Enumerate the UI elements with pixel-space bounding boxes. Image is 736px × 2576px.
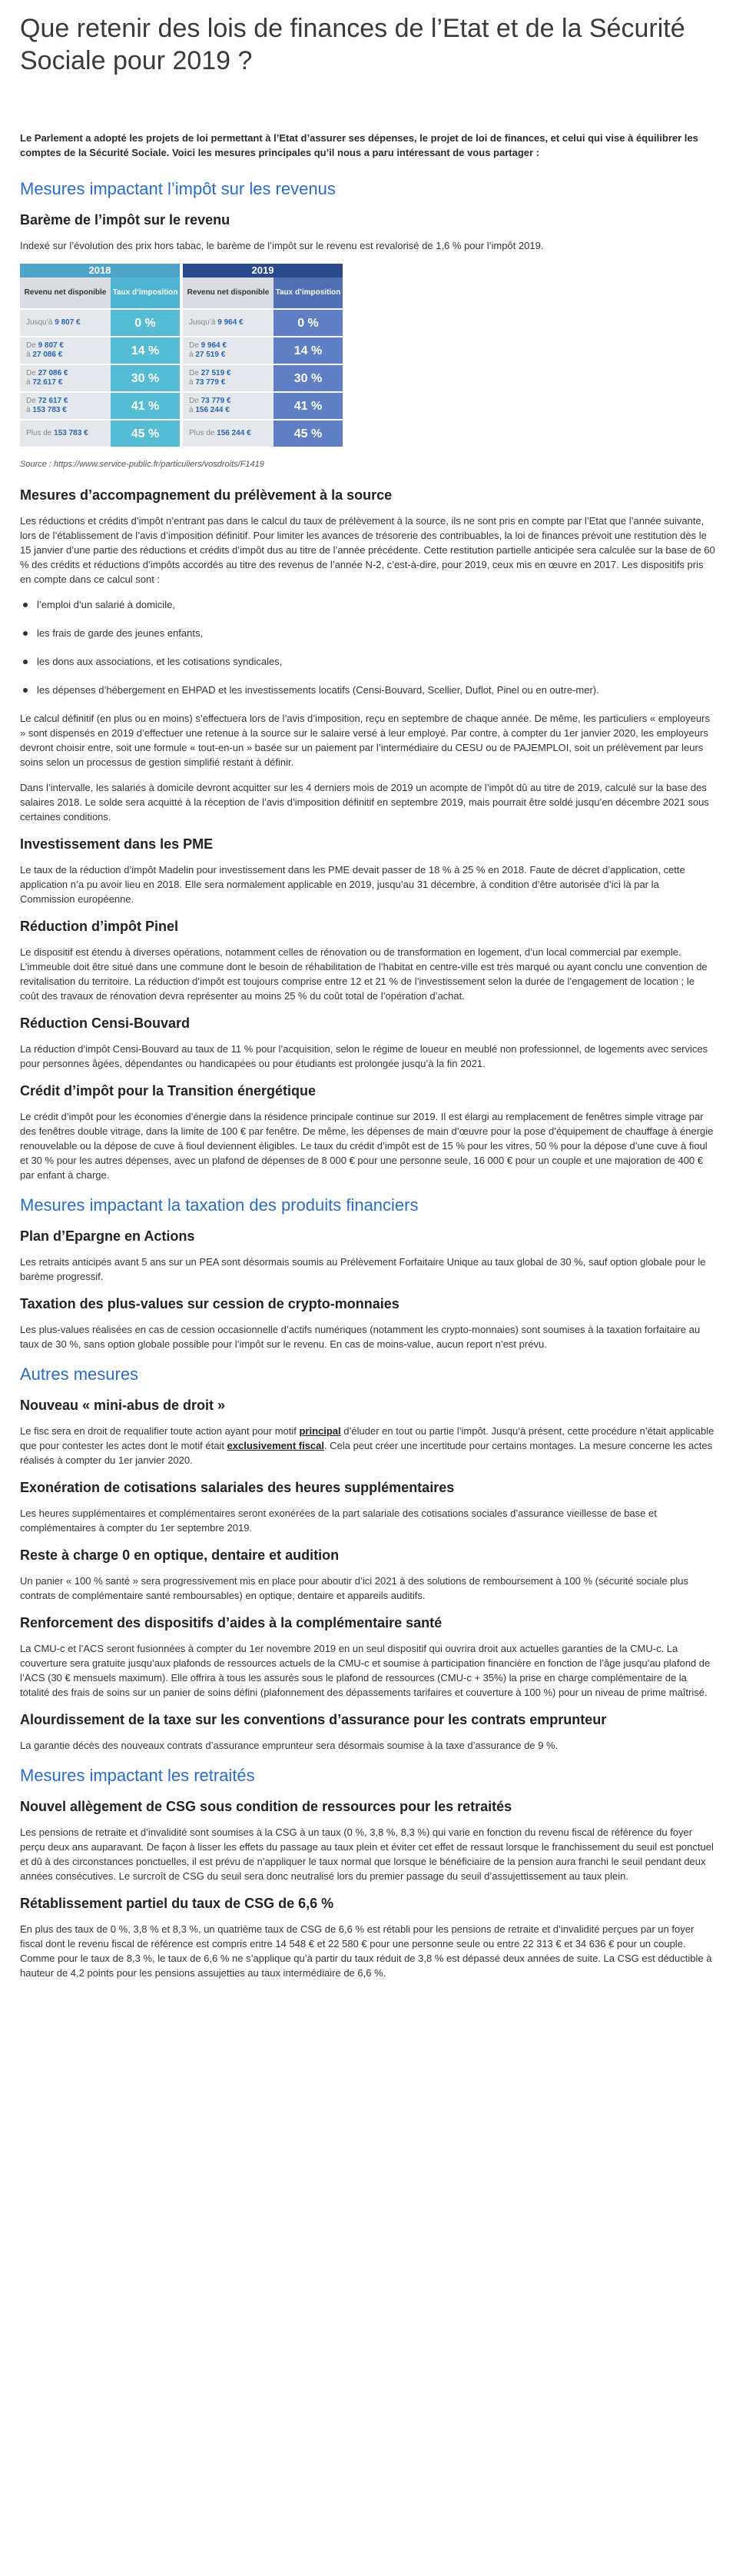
range-amount: 153 783 € [32, 406, 67, 414]
range-line [189, 429, 267, 438]
tax-rate-cell: 0 % [274, 310, 343, 336]
income-range-cell [183, 393, 274, 419]
subheading-assurance: Alourdissement de la taxe sur les conventions d’assurance pour les contrats emprunteur [20, 1712, 607, 1727]
range-amount: 156 244 € [195, 406, 230, 414]
exclusivement-fiscal-link[interactable]: exclusivement fiscal [227, 1440, 325, 1451]
paragraph-abus [20, 1424, 716, 1467]
income-range-cell [20, 393, 111, 419]
tax-rate-cell: 14 % [111, 337, 180, 364]
subheading-crypto: Taxation des plus-values sur cession de crypto-monnaies [20, 1296, 399, 1311]
range-line [26, 397, 104, 406]
range-amount: 73 779 € [201, 397, 231, 405]
range-amount: 27 519 € [195, 351, 226, 359]
paragraph-bareme: Indexé sur l’évolution des prix hors tabac, le barème de l’impôt sur le revenu est revalorisé de 1,6 % pour l’impôt 2019. [20, 240, 544, 251]
range-line [189, 341, 267, 351]
range-amount: 72 617 € [32, 378, 63, 387]
range-amount: 9 807 € [38, 341, 64, 350]
text-span: . Cela peut créer une incertitude pour certains montages. La mesure concerne les actes réalisés à compter du 1er janvier 2020. [20, 1440, 713, 1466]
range-line [26, 341, 104, 351]
range-amount: 73 779 € [195, 378, 226, 387]
range-label: Jusqu’à [26, 318, 55, 327]
subheading-cite: Crédit d’impôt pour la Transition énergétique [20, 1083, 317, 1099]
paragraph-prelevement-1: Les réductions et crédits d’impôt n’entrant pas dans le calcul du taux de prélèvement à la source, ils ne sont pris en compte par l’Etat que l’année suivante, lors de l’établissement de l’avis d’imposition définitif. Pour limiter les avances de trésorerie des contribuables, la loi de finances prévoit une restitution dès le 15 janvier d’une partie des réductions et crédits d’impôt dus au titre de l’année précédente. Cette restitution partielle anticipée sera calculée sur la base de 60 % des crédits et réductions d’impôts accordés au titre des revenus de l’année N-2, c’est-à-dire, pour 2019, ceux mis en œuvre en 2017. Les dispositifs pris en compte dans ce calcul sont : [20, 515, 715, 585]
tax-rate-cell: 30 % [274, 365, 343, 391]
subheading-pinel: Réduction d’impôt Pinel [20, 919, 178, 934]
tax-rate-cell: 30 % [111, 365, 180, 391]
paragraph-prelevement-2: Le calcul définitif (en plus ou en moins) s’effectuera lors de l’avis d’imposition, reçu en septembre de chaque année. De même, les particuliers « employeurs » sont dispensés en 2019 d’effectuer une retenue à la source sur le salaire versé à leur employé. Par contre, à compter du 1er janvier 2020, les employeurs devront choisir entre, soit une formule « tout-en-un » basée sur un paiement par l’intermédiaire du CESU ou de PAJEMPLOI, soit un prélèvement par leurs soins selon un processus de gestion simplifié restant à définir. [20, 713, 710, 768]
paragraph-prelevement-3: Dans l’intervalle, les salariés à domicile devront acquitter sur les 4 derniers mois de 2019 un acompte de l’impôt dû au titre de 2019, calculé sur la base des salaires 2018. Le solde sera acquitté à la réception de l’avis d’imposition définitif en septembre 2019, mais pourrait être soldé jusqu’en décembre 2021 sous certaines conditions. [20, 782, 709, 823]
text-span: d’éluder en tout ou partie l’impôt. Jusqu’à présent, cette procédure n’était applicable que pour contester les actes dont le motif était [20, 1425, 714, 1451]
subheading-csg-allegement: Nouvel allègement de CSG sous condition de ressources pour les retraités [20, 1799, 512, 1814]
paragraph-reste-a-charge: Un panier « 100 % santé » sera progressivement mis en place pour aboutir d’ici 2021 à des solutions de remboursement à 100 % (sécurité sociale plus contrats de complémentaire santé remboursables) en optique, dentaire et appareils auditifs. [20, 1575, 689, 1601]
dispositifs-list [20, 597, 716, 697]
section-heading-impot: Mesures impactant l’impôt sur les revenus [20, 179, 336, 198]
principal-link[interactable]: principal [299, 1425, 341, 1437]
income-range-cell [20, 337, 111, 364]
range-label: De [26, 397, 38, 405]
range-line [26, 406, 104, 415]
range-label: à [26, 378, 33, 387]
paragraph-pinel: Le dispositif est étendu à diverses opérations, notamment celles de rénovation ou de transformation en logement, d’un local commercial par exemple. L’immeuble doit être situé dans une commune dont le besoin de réhabilitation de l’habitat en centre-ville est très marqué ou ayant conclu une convention de revitalisation du territoire. La réduction d’impôt est toujours comprise entre 12 et 21 % de l’investissement selon la durée de l’engagement de location ; le coût des travaux de rénovation devra représenter au moins 25 % du coût total de l’opération d’achat. [20, 946, 708, 1002]
range-line [189, 318, 267, 327]
list-item: les dons aux associations, et les cotisations syndicales, [20, 654, 716, 669]
tax-rate-cell: 0 % [111, 310, 180, 336]
income-range-cell [20, 310, 111, 336]
range-label: De [26, 369, 38, 377]
table-row [183, 364, 343, 391]
range-label: De [26, 341, 38, 350]
range-amount: 9 964 € [201, 341, 227, 350]
tax-rate-cell: 14 % [274, 337, 343, 364]
section-heading-produits-financiers: Mesures impactant la taxation des produits financiers [20, 1195, 419, 1215]
range-label: à [189, 406, 196, 414]
table-row [20, 336, 180, 364]
tax-rate-cell: 41 % [111, 393, 180, 419]
list-item: l’emploi d’un salarié à domicile, [20, 597, 716, 612]
tax-rate-cell: 45 % [111, 420, 180, 447]
range-amount: 9 964 € [217, 318, 244, 327]
text-span: Le fisc sera en droit de requalifier toute action ayant pour motif [20, 1425, 300, 1437]
range-line [26, 318, 104, 327]
column-header-taux: Taux d’imposition [274, 278, 343, 308]
paragraph-cmu: La CMU-c et l’ACS seront fusionnées à compter du 1er novembre 2019 en un seul dispositif qui ouvrira droit aux actuelles garanties de la CMU-c. La couverture sera gratuite jusqu’aux plafonds de ressources actuels de la CMU-c et soumise à participation financière en fonction de l’âge jusqu’au plafond de l’ACS (30 € mensuels maximum). Elle offrira à tous les assurés sous le plafond de ressources (CMU-c + 35%) la prise en charge complémentaire de la totalité des frais de soins sur un panier de soins défini (plafonnement des dépassements tarifaires et couverture à 100 %) pour un niveau de prime maîtrisé. [20, 1643, 711, 1698]
range-amount: 156 244 € [217, 429, 251, 437]
paragraph-cite: Le crédit d’impôt pour les économies d’énergie dans la résidence principale continue sur 2019. Il est élargi au remplacement de fenêtres simple vitrage par des fenêtres double vitrage, dans la limite de 100 € par fenêtre. De même, les dépenses de main d’œuvre pour la pose d’équipement de chauffage à énergie renouvelable ou la dépose de cuve à fioul deviennent éligibles. Le taux du crédit d’impôt est de 15 % pour les vitres, 50 % pour la dépose d’une cuve à fioul et 30 % pour les autres dépenses, avec un plafond de dépenses de 8 000 € pour une personne seule, 16 000 € pour un couple et une majoration de 400 € par enfant à charge. [20, 1111, 714, 1181]
range-amount: 27 086 € [32, 351, 63, 359]
subheading-pea: Plan d’Epargne en Actions [20, 1228, 195, 1244]
column-header-revenu: Revenu net disponible [183, 278, 274, 308]
list-item: les dépenses d’hébergement en EHPAD et les investissements locatifs (Censi-Bouvard, Scellier, Duflot, Pinel ou en outre-mer). [20, 683, 716, 697]
income-range-cell [20, 365, 111, 391]
paragraph-censi: La réduction d’impôt Censi-Bouvard au taux de 11 % pour l’acquisition, selon le régime de loueur en meublé non professionnel, de logements avec services pour personnes âgées, dépendantes ou handicapées ou pour étudiants est prolongée jusqu’à la fin 2021. [20, 1043, 708, 1069]
range-label: Plus de [26, 429, 55, 437]
range-line [26, 369, 104, 378]
range-label: Plus de [189, 429, 217, 437]
range-line [26, 378, 104, 387]
income-range-cell [20, 420, 111, 447]
range-label: à [26, 351, 33, 359]
income-range-cell [183, 337, 274, 364]
subheading-cmu: Renforcement des dispositifs d’aides à la complémentaire santé [20, 1615, 443, 1630]
range-label: De [189, 397, 201, 405]
range-amount: 27 086 € [38, 369, 68, 377]
range-line [26, 429, 104, 438]
range-label: De [189, 341, 201, 350]
range-label: Jusqu’à [189, 318, 218, 327]
column-header-revenu: Revenu net disponible [20, 278, 111, 308]
table-row [20, 419, 180, 447]
table-column-2019 [183, 264, 343, 447]
range-line [189, 406, 267, 415]
source-caption: Source : https://www.service-public.fr/particuliers/vosdroits/F1419 [20, 460, 264, 469]
table-row [20, 308, 180, 336]
range-amount: 9 807 € [55, 318, 81, 327]
subheading-bareme: Barème de l’impôt sur le revenu [20, 212, 230, 228]
year-header-2019: 2019 [183, 264, 343, 278]
subheading-prelevement: Mesures d’accompagnement du prélèvement à la source [20, 487, 393, 503]
paragraph-csg-allegement: Les pensions de retraite et d’invalidité sont soumises à la CSG à un taux (0 %, 3,8 %, 8,3 %) qui varie en fonction du revenu fiscal de référence du foyer perçu deux ans auparavant. De façon à lisser les effets du passage au taux plein et éviter cet effet de ressaut lorsque le franchissement du seuil est ponctuel et dû à des circonstances ponctuelles, il est prévu de n’appliquer le taux normal que lorsque le bénéficiaire de la pension aura franchi le seuil pendant deux années consécutives. Le surcroît de CSG du seuil sera donc neutralisé lors du premier passage du seuil d’assujettissement au taux plein. [20, 1826, 714, 1882]
table-column-2018 [20, 264, 180, 447]
paragraph-pme: Le taux de la réduction d’impôt Madelin pour investissement dans les PME devait passer de 18 % à 25 % en 2018. Faute de décret d’application, cette application n’a pu avoir lieu en 2018. Elle sera normalement applicable en 2019, jusqu’au 31 décembre, à condition d’être autorisée d’ici là par la Commission européenne. [20, 864, 685, 905]
intro-text: Le Parlement a adopté les projets de loi permettant à l’Etat d’assurer ses dépenses, le projet de loi de finances, et celui qui vise à équilibrer les comptes de la Sécurité Sociale. Voici les mesures principales qu’il nous a paru intéressant de vous partager : [20, 132, 698, 158]
range-line [189, 351, 267, 360]
list-item: les frais de garde des jeunes enfants, [20, 626, 716, 640]
paragraph-assurance: La garantie décès des nouveaux contrats d’assurance emprunteur sera désormais soumise à la taxe d’assurance de 9 %. [20, 1740, 559, 1751]
range-amount: 27 519 € [201, 369, 231, 377]
paragraph-heures-sup: Les heures supplémentaires et complémentaires seront exonérées de la part salariale des cotisations sociales d’assurance vieillesse de base et complémentaires à compter du 1er septembre 2019. [20, 1507, 657, 1534]
subheading-censi: Réduction Censi-Bouvard [20, 1015, 191, 1031]
section-heading-retraites: Mesures impactant les retraités [20, 1766, 255, 1785]
section-heading-autres: Autres mesures [20, 1364, 139, 1384]
income-range-cell [183, 420, 274, 447]
table-row [20, 364, 180, 391]
subheading-pme: Investissement dans les PME [20, 836, 214, 852]
year-header-2018: 2018 [20, 264, 180, 278]
income-range-cell [183, 310, 274, 336]
tax-rate-cell: 45 % [274, 420, 343, 447]
range-amount: 72 617 € [38, 397, 68, 405]
income-range-cell [183, 365, 274, 391]
range-line [26, 351, 104, 360]
table-subheader [20, 278, 180, 308]
range-label: à [26, 406, 33, 414]
table-row [183, 419, 343, 447]
tax-rate-cell: 41 % [274, 393, 343, 419]
range-amount: 153 783 € [54, 429, 88, 437]
tax-rate-table [20, 264, 343, 447]
subheading-abus: Nouveau « mini-abus de droit » [20, 1398, 226, 1413]
paragraph-crypto: Les plus-values réalisées en cas de cession occasionnelle d’actifs numériques (notamment les crypto-monnaies) sont soumises à la taxation forfaitaire au taux de 30 %, sans option globale possible pour l’impôt sur le revenu. En cas de moins-value, aucun report n’est prévu. [20, 1324, 701, 1350]
subheading-csg-taux: Rétablissement partiel du taux de CSG de 6,6 % [20, 1896, 334, 1911]
subheading-reste-a-charge: Reste à charge 0 en optique, dentaire et audition [20, 1547, 340, 1563]
range-label: De [189, 369, 201, 377]
page-title: Que retenir des lois de finances de l’Etat et de la Sécurité Sociale pour 2019 ? [20, 14, 685, 75]
range-label: à [189, 351, 196, 359]
table-row [183, 336, 343, 364]
column-header-taux: Taux d’imposition [111, 278, 180, 308]
table-rows-2018 [20, 308, 180, 447]
range-label: à [189, 378, 196, 387]
table-rows-2019 [183, 308, 343, 447]
table-row [183, 391, 343, 419]
paragraph-pea: Les retraits anticipés avant 5 ans sur un PEA sont désormais soumis au Prélèvement Forfaitaire Unique au taux global de 30 %, sauf option globale pour le barème progressif. [20, 1256, 706, 1282]
range-line [189, 397, 267, 406]
range-line [189, 378, 267, 387]
range-line [189, 369, 267, 378]
subheading-heures-sup: Exonération de cotisations salariales des heures supplémentaires [20, 1480, 455, 1495]
paragraph-csg-taux: En plus des taux de 0 %, 3,8 % et 8,3 %, un quatrième taux de CSG de 6,6 % est rétabli pour les pensions de retraite et d’invalidité perçues par un foyer fiscal dont le revenu fiscal de référence est compris entre 14 548 € et 22 580 € pour une personne seule ou entre 22 313 € et 34 636 € pour un couple. Comme pour le taux de 8,3 %, le taux de 6,6 % ne s’applique qu’à partir du taux réduit de 3,8 % est dépassé deux années de suite. La CSG est déductible à hauteur de 4,2 points pour les pensions assujetties au taux intermédiaire de 6,6 %. [20, 1923, 712, 1979]
table-row [20, 391, 180, 419]
table-row [183, 308, 343, 336]
table-subheader [183, 278, 343, 308]
